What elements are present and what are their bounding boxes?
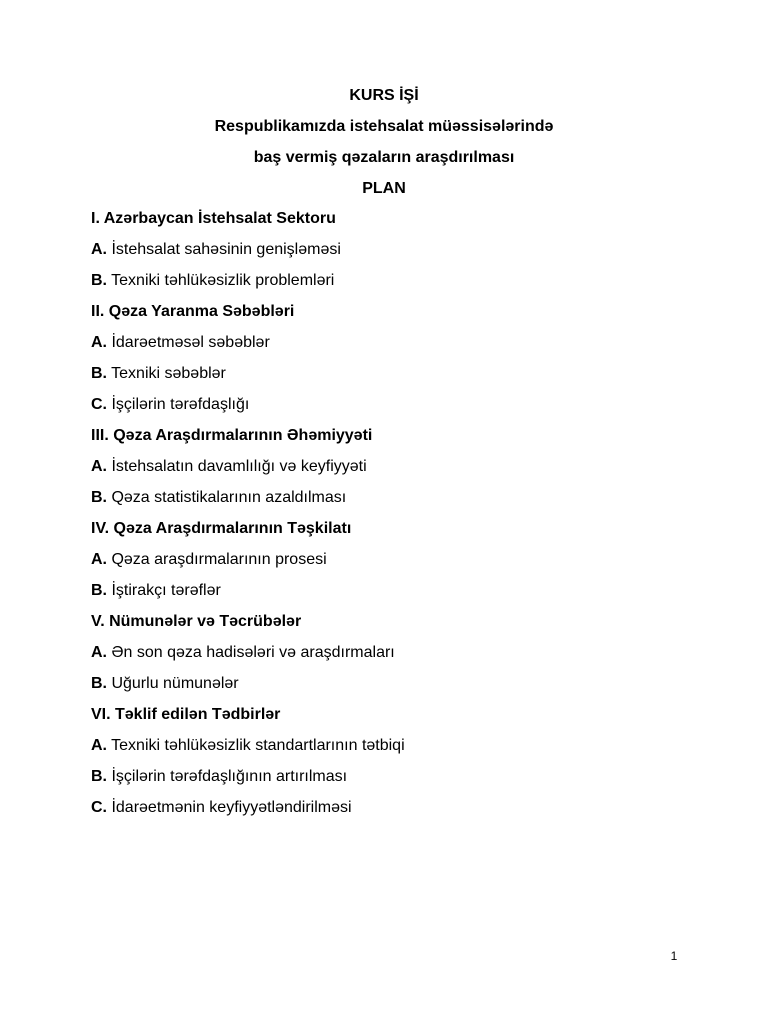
outline-item xyxy=(91,674,731,705)
item-text: Texniki səbəblər xyxy=(111,365,226,382)
section-heading: II. Qəza Yaranma Səbəbləri xyxy=(91,303,295,320)
item-text: İşçilərin tərəfdaşlığı xyxy=(111,396,250,413)
page-number: 1 xyxy=(670,949,678,963)
item-text: Texniki təhlükəsizlik standartlarının tətbiqi xyxy=(111,737,405,754)
item-letter: A. xyxy=(91,241,107,258)
item-letter: B. xyxy=(91,272,107,289)
item-letter: A. xyxy=(91,644,107,661)
document-subtitle-line-1: Respublikamızda istehsalat müəssisələrində xyxy=(214,118,554,135)
section-heading: VI. Təklif edilən Tədbirlər xyxy=(91,706,281,723)
item-letter: A. xyxy=(91,334,107,351)
outline-item xyxy=(91,581,731,612)
item-letter: A. xyxy=(91,458,107,475)
item-letter: A. xyxy=(91,551,107,568)
item-letter: B. xyxy=(91,675,107,692)
outline-item xyxy=(91,395,731,426)
document-title: KURS İŞİ xyxy=(349,87,419,104)
section-heading: V. Nümunələr və Təcrübələr xyxy=(91,613,302,630)
section-heading: III. Qəza Araşdırmalarının Əhəmiyyəti xyxy=(91,427,373,444)
item-letter: C. xyxy=(91,396,107,413)
plan-heading: PLAN xyxy=(362,180,406,197)
item-text: İstehsalatın davamlılığı və keyfiyyəti xyxy=(111,458,367,475)
item-text: İstehsalat sahəsinin genişləməsi xyxy=(111,241,341,258)
item-letter: B. xyxy=(91,365,107,382)
item-letter: B. xyxy=(91,768,107,785)
item-letter: A. xyxy=(91,737,107,754)
item-letter: B. xyxy=(91,582,107,599)
item-text: Texniki təhlükəsizlik problemləri xyxy=(111,272,335,289)
item-text: İdarəetməsəl səbəblər xyxy=(111,334,270,351)
outline-item xyxy=(91,364,731,395)
outline-item xyxy=(91,240,731,271)
section-heading: I. Azərbaycan İstehsalat Sektoru xyxy=(91,210,336,227)
outline-item xyxy=(91,767,731,798)
plan-outline xyxy=(91,209,731,829)
outline-item xyxy=(91,643,731,674)
item-text: İşçilərin tərəfdaşlığının artırılması xyxy=(111,768,348,785)
outline-item xyxy=(91,736,731,767)
outline-item xyxy=(91,798,731,829)
item-text: İştirakçı tərəflər xyxy=(111,582,221,599)
item-text: Uğurlu nümunələr xyxy=(111,675,239,692)
document-subtitle-line-2: baş vermiş qəzaların araşdırılması xyxy=(253,149,515,166)
item-text: Qəza statistikalarının azaldılması xyxy=(111,489,347,506)
item-text: Qəza araşdırmalarının prosesi xyxy=(111,551,327,568)
item-letter: B. xyxy=(91,489,107,506)
item-text: Ən son qəza hadisələri və araşdırmaları xyxy=(111,644,395,661)
outline-item xyxy=(91,333,731,364)
section-heading: IV. Qəza Araşdırmalarının Təşkilatı xyxy=(91,520,352,537)
outline-item xyxy=(91,457,731,488)
outline-item xyxy=(91,550,731,581)
outline-item xyxy=(91,488,731,519)
item-letter: C. xyxy=(91,799,107,816)
item-text: İdarəetmənin keyfiyyətləndirilməsi xyxy=(111,799,352,816)
outline-item xyxy=(91,271,731,302)
